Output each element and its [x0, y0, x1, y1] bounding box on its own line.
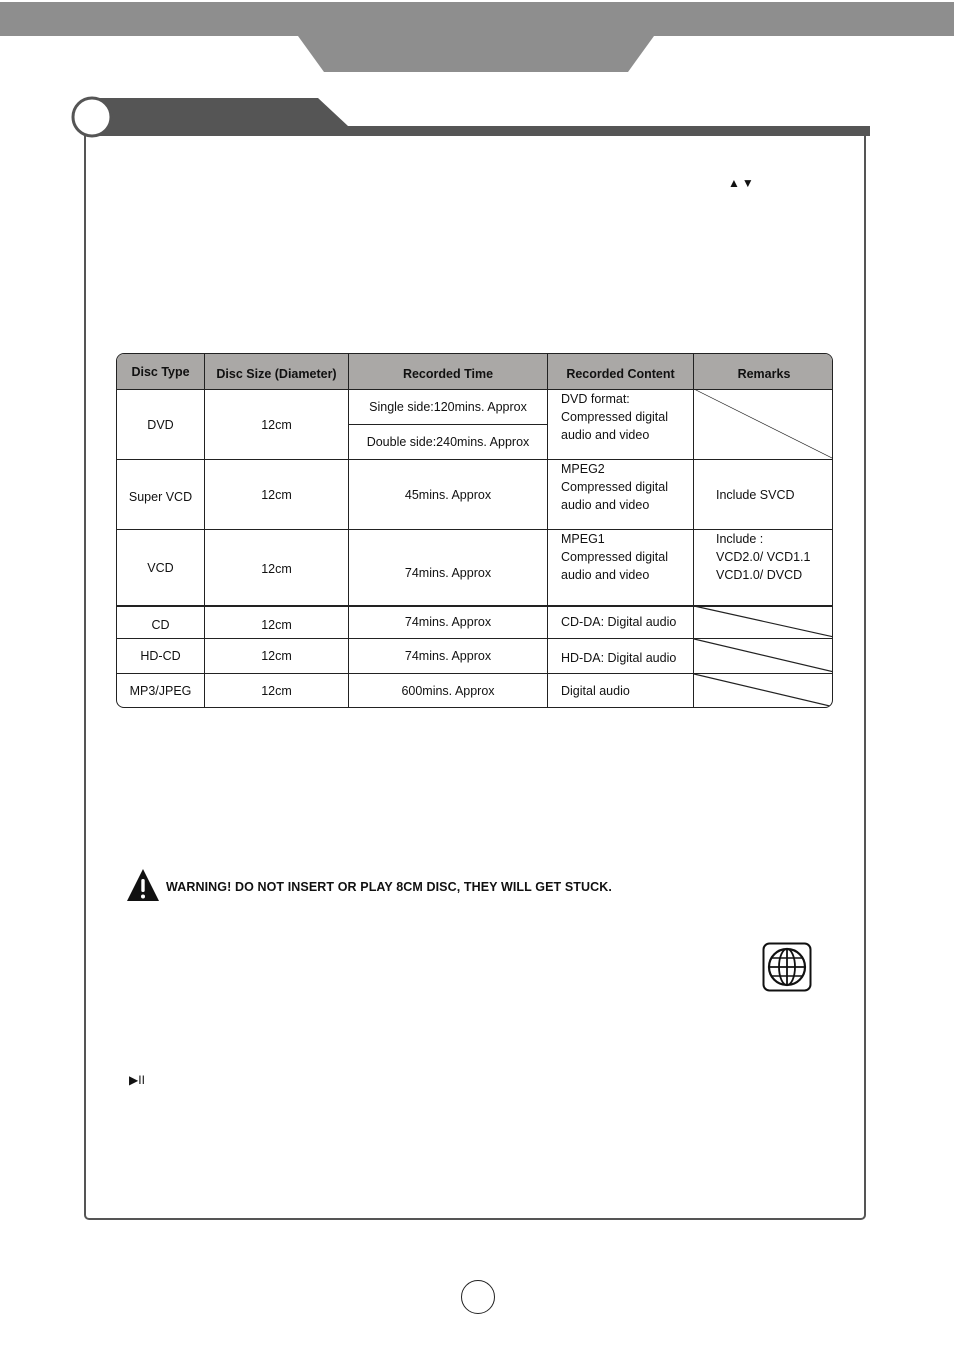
section-heading-tab: [70, 96, 870, 140]
cell-disc-size: 12cm: [261, 617, 292, 632]
cell-recorded-content: Digital audio: [561, 684, 630, 698]
header-tab: [298, 36, 654, 72]
content-line: audio and video: [561, 498, 650, 512]
cell-disc-type: MP3/JPEG: [129, 684, 192, 698]
cell-remarks: Include SVCD: [716, 487, 795, 502]
content-line: Compressed digital: [561, 410, 668, 424]
content-line: audio and video: [561, 568, 650, 582]
warning-triangle-icon: [126, 868, 160, 902]
cell-disc-size: 12cm: [261, 417, 292, 432]
content-line: DVD format:: [561, 392, 630, 406]
cell-disc-type: CD: [151, 617, 170, 632]
content-line: Compressed digital: [561, 480, 668, 494]
cell-recorded-content: HD-DA: Digital audio: [561, 651, 677, 665]
cell-recorded-time: 74mins. Approx: [404, 566, 492, 580]
header-recorded-time: Recorded Time: [402, 366, 494, 381]
remarks-line: Include :: [716, 532, 764, 546]
cell-recorded-time: 45mins. Approx: [404, 487, 492, 502]
play-pause-icon: ▶II: [129, 1073, 145, 1087]
header-disc-size: Disc Size (Diameter): [216, 366, 337, 381]
up-down-arrows-icon: ▲▼: [728, 176, 756, 190]
page-number-circle: [461, 1280, 495, 1314]
cell-disc-size: 12cm: [261, 487, 292, 502]
cell-recorded-content: [548, 390, 693, 459]
cell-disc-type: Super VCD: [128, 489, 193, 504]
cell-disc-type: DVD: [147, 417, 174, 432]
content-line: Compressed digital: [561, 550, 668, 564]
cell-disc-size: 12cm: [261, 562, 292, 576]
header-remarks: Remarks: [737, 366, 791, 381]
content-line: MPEG1: [561, 532, 605, 546]
content-line: MPEG2: [561, 462, 605, 476]
remarks-line: VCD2.0/ VCD1.1: [716, 550, 811, 564]
cell-disc-size: 12cm: [261, 684, 292, 698]
cell-disc-size: 12cm: [261, 649, 292, 663]
cell-recorded-time: Double side:240mins. Approx: [366, 435, 530, 449]
cell-recorded-time: 74mins. Approx: [404, 615, 492, 629]
cell-remarks: [694, 530, 833, 605]
cell-disc-type: HD-CD: [140, 649, 181, 663]
remarks-line: VCD1.0/ DVCD: [716, 568, 803, 582]
globe-region-icon: [762, 942, 812, 992]
cell-recorded-time: 600mins. Approx: [401, 684, 495, 698]
warning-text: WARNING! DO NOT INSERT OR PLAY 8CM DISC, THEY WILL GET STUCK.: [166, 880, 612, 894]
cell-recorded-content: CD-DA: Digital audio: [561, 615, 677, 629]
cell-recorded-content: [548, 460, 693, 529]
disc-types-table: [116, 353, 833, 708]
content-line: audio and video: [561, 428, 650, 442]
cell-recorded-content: [548, 530, 693, 605]
cell-recorded-time: Single side:120mins. Approx: [369, 400, 527, 414]
header-recorded-content: Recorded Content: [566, 366, 675, 381]
header-bar: [0, 2, 954, 36]
cell-disc-type: VCD: [147, 560, 174, 575]
cell-recorded-time: 74mins. Approx: [404, 649, 492, 663]
header-disc-type: Disc Type: [131, 364, 190, 379]
